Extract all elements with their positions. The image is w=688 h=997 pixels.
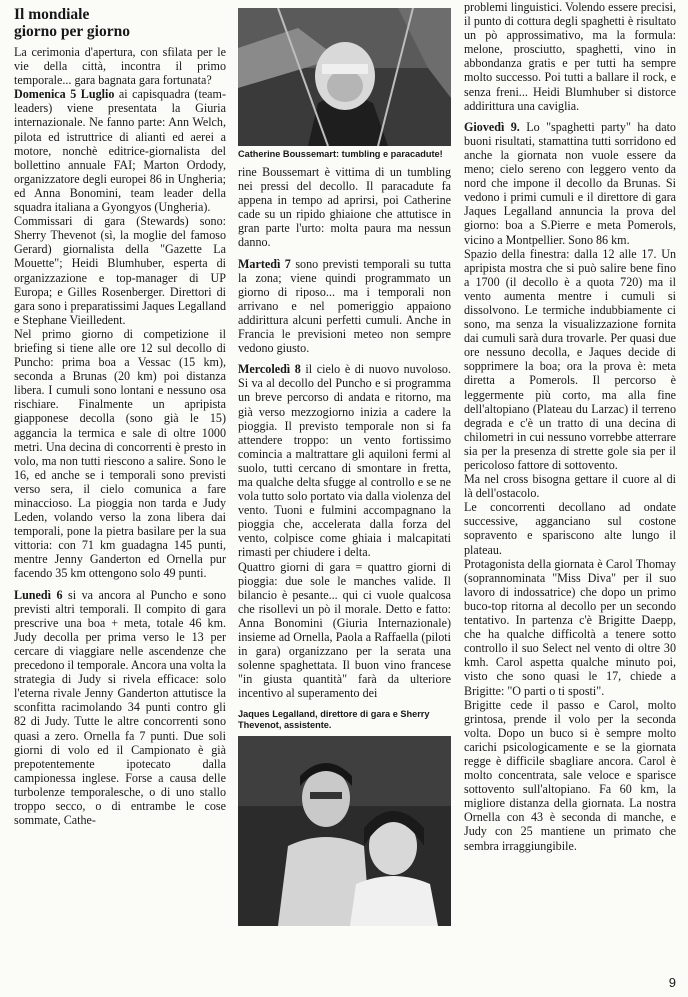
paragraph-carol: Protagonista della giornata è Carol Thomay (soprannominata "Miss Diva" per il suo lavoro di indossatrice) che dopo un primo buco-top ritorna al decollo per un secondo tentativo. In partenza c'è Brigitte Daepp, che ha qualche difficoltà a tenere sotto controllo il suo Select nel vento di oltre 30 kmh. Carol aspetta qualche minuto poi, visto che sono quasi le 17, chiede a Brigitte: "O parti o ti sposti". — [464, 556, 676, 698]
headline-line-1: Il mondiale — [14, 6, 90, 23]
paragraph-text: ai capisquadra (team-leaders) viene presentata la Giuria internazionale. Ne fanno parte: Ann Welch, pilota ed istruttrice di alianti ed aerei a motore, nonchè editrice-giornalista del bollettino annuale FAI; Marton Ordody, organizzatore degli europei 86 in Ungheria; ed Anna Bonomini, team leader della squadra italiana a Gyongyos (Ungheria). — [14, 87, 226, 215]
paragraph-first-day: Nel primo giorno di competizione il briefing si tiene alle ore 12 sul decollo di Puncho: prima boa a Vessac (15 km), seconda a Brunas (20 km) poi distanza libera. I cumuli sono lontani e nessuno osa rischiare. Finalmente un apripista giapponese decolla (sono già le 15) aggancia la termica e sale di oltre 1000 metri. Una decina di concorrenti è presto in volo, ma non tutti riescono a salire. Sono le 16, ed anche se i temporali sono previsti verso sera, il cielo comunica a fare minaccioso. La pioggia non tarda e Judy Leden, volando verso la zona libera dai temporali, pone la pietra basilare per la sua vittoria: con 71 km guadagna 145 punti, mentre Jenny Ganderton ed Ornella pur facendo 35 km ottengono solo 49 punti. — [14, 326, 226, 581]
paragraph-thursday — [464, 120, 676, 247]
pilot-helmet-image — [238, 8, 451, 146]
photo-race-directors — [238, 736, 451, 926]
column-3 — [464, 0, 676, 853]
paragraph-text: sono previsti temporali su tutta la zona; viene quindi programmato un giorno di riposo... ma i temporali non arrivano e nel pomeriggio appaiono addirittura alcuni perfetti cumuli. Anche in Francia le previsioni meteo non sempre vedono giusto. — [238, 256, 451, 356]
paragraph-four-days: Quattro giorni di gara = quattro giorni di pioggia: due sole le manches valide. Il bilancio è pesante... qui ci vuole qualcosa che risollevi un pò il morale. Detto e fatto: Anna Bonomini (Giuria Internazionale) insieme ad Ornella, Paola a Raffaella (piloti in gara) organizzano per la serata una solenne spaghettata. Il buon vino francese "in giusta quantità" farà da ulteriore incentivo al superamento dei — [238, 559, 451, 701]
photo-1-caption: Catherine Boussemart: tumbling e paracadute! — [238, 149, 443, 159]
day-heading: Martedì 7 — [238, 256, 291, 271]
day-heading: Lunedì 6 — [14, 587, 63, 602]
paragraph-brigitte: Brigitte cede il passo e Carol, molto grintosa, prende il volo per la seconda volta. Dopo un buco si è sempre molto carichi psicologicamente e se la giornata regge è difficile sbagliare ancora. Carol è molto concentrata, sale veloce e sparisce sottovento sull'altopiano. Fa 60 km, la migliore distanza della giornata. La nostra Ornella con 43 è seconda di manche, e Judy con 25 mantiene un primato che sembra irraggiungibile. — [464, 697, 676, 853]
paragraph-cross: Ma nel cross bisogna gettare il cuore al di là dell'ostacolo. — [464, 472, 676, 501]
paragraph-text: si va ancora al Puncho e sono previsti altri temporali. Il compito di gara prescrive una boa + meta, totale 46 km. Judy decolla per prima verso le 13 per cercare di viaggiare nelle ascendenze che precedono il temporale. Ancora una volta la strategia di Judy si rivela efficace: solo l'eterna rivale Jenny Ganderton attutisce la sconfitta racimolando 34 punti contro gli 82 di Judy. Tutte le altre concorrenti sono quasi a zero. Ornella fa 7 punti. Due soli giorni di volo ed il Campionato è già prepotentemente ipotecato dalla campionessa inglese. Forse a causa delle turbolenze temporalesche, o di uno stallo troppo secco, o di entrambe le cose sommate, Cathe- — [14, 587, 227, 828]
day-heading: Giovedì 9. — [464, 119, 520, 134]
paragraph-text: Lo "spaghetti party" ha dato buoni risultati, stamattina tutti sorridono ed anche la giornata non vuole essere da meno; cielo sereno con leggero vento da nord che impone il decollo da Brunas. Si vedono i primi cumuli e il direttore di gara Jaques Legalland annuncia la prova del giorno: boa a S.Pierre e meta Pomerols, vicino a Montpellier. Sono 86 km. — [464, 119, 676, 247]
column-3-text — [464, 0, 676, 853]
paragraph-monday — [14, 588, 226, 828]
column-1 — [14, 0, 226, 827]
paragraph-sunday — [14, 87, 226, 214]
column-2 — [238, 0, 451, 926]
paragraph-takeoff-waves: Le concorrenti decollano ad ondate successive, agganciano sul costone sopravento e spariscono alte lungo il plateau. — [464, 500, 676, 557]
paragraph-text: il cielo è di nuovo nuvoloso. Si va al decollo del Puncho e si programma un breve percorso di andata e ritorno, ma già verso mezzogiorno inizia a cadere la pioggia. Il previsto temporale non si fa attendere troppo: un vento fortissimo comincia a maltrattare gli aquiloni fermi al suolo, tutti cercano di smontare in fretta, ma qualche delta sfugge al controllo e se ne vola tutto solo portato via dalla violenza del vento. Tuoni e fulmini accompagnano la pioggia che, accelerata dalla forza del vento, colpisce come ghiaia i malcapitati rimasti per chiudere i delta. — [238, 362, 451, 560]
article-headline — [14, 6, 226, 40]
paragraph-stewards: Commissari di gara (Stewards) sono: Sherry Thevenot (sì, la moglie del famoso Gerard) giornalista della "Gazette La Mouette"; Heidi Blumhuber, esperta di organizzazione e top-manager di UP Europa; e Gilles Rosenberger. Direttori di gara sono i preparatissimi Jaques Legalland e Stephane Vieilledent. — [14, 214, 226, 327]
paragraph-tuesday — [238, 257, 451, 356]
photo-pilot-helmet — [238, 8, 451, 146]
paragraph-window: Spazio della finestra: dalla 12 alle 17. Un apripista mostra che si può salire bene fino a 1700 (il decollo è a quota 720) ma il vento aumenta mentre i cumuli si dissolvono. Le termiche indubbiamente ci sono, ma senza la visualizzazione fornita dai cumuli sarà dura trovarle. Per quasi due ore nessuno decolla, e Jaques decide di sopprimere la boa; ora la prova è: meta diretta a Pomerols. Il percorso è leggermente più corto, ma alla fine dell'altopiano (Plateau du Larzac) il terreno degrada e c'è un tratto di una decina di chilometri in cui nessuno vorrebbe atterrare sia per la presenza di strette gole sia per il pericoloso fattore di sottovento. — [464, 246, 676, 472]
paragraph-linguistic: problemi linguistici. Volendo essere precisi, il punto di cottura degli spaghetti è risultato un pò approssimativo, ma la formula: melone, prosciutto, spaghetti, vino in abbondanza gratis e per tutti ha sempre molto successo. Poi tutti a ballare il rock, e senza freni... Heidi Blumhuber si distorce addirittura una caviglia. — [464, 0, 676, 113]
intro-paragraph: La cerimonia d'apertura, con sfilata per le vie della città, incontra il primo temporale... gara bagnata gara fortunata? — [14, 45, 226, 88]
day-heading: Mercoledì 8 — [238, 362, 301, 377]
paragraph-wednesday — [238, 362, 451, 559]
column-2-text — [238, 165, 451, 700]
column-1-text — [14, 45, 226, 827]
page-number: 9 — [668, 975, 676, 990]
race-directors-image — [238, 736, 451, 926]
paragraph-cathe-continued: rine Boussemart è vittima di un tumbling nei pressi del decollo. Il paracadute fa appena in tempo ad aprirsi, poi Catherine cade su un ripido ghiaione che attutisce in gran parte l'urto: molta paura ma nessun danno. — [238, 165, 451, 250]
photo-2-caption: Jaques Legalland, direttore di gara e Sherry Thevenot, assistente. — [238, 709, 430, 731]
headline-line-2: giorno per giorno — [14, 23, 130, 40]
day-heading: Domenica 5 Luglio — [14, 87, 115, 102]
